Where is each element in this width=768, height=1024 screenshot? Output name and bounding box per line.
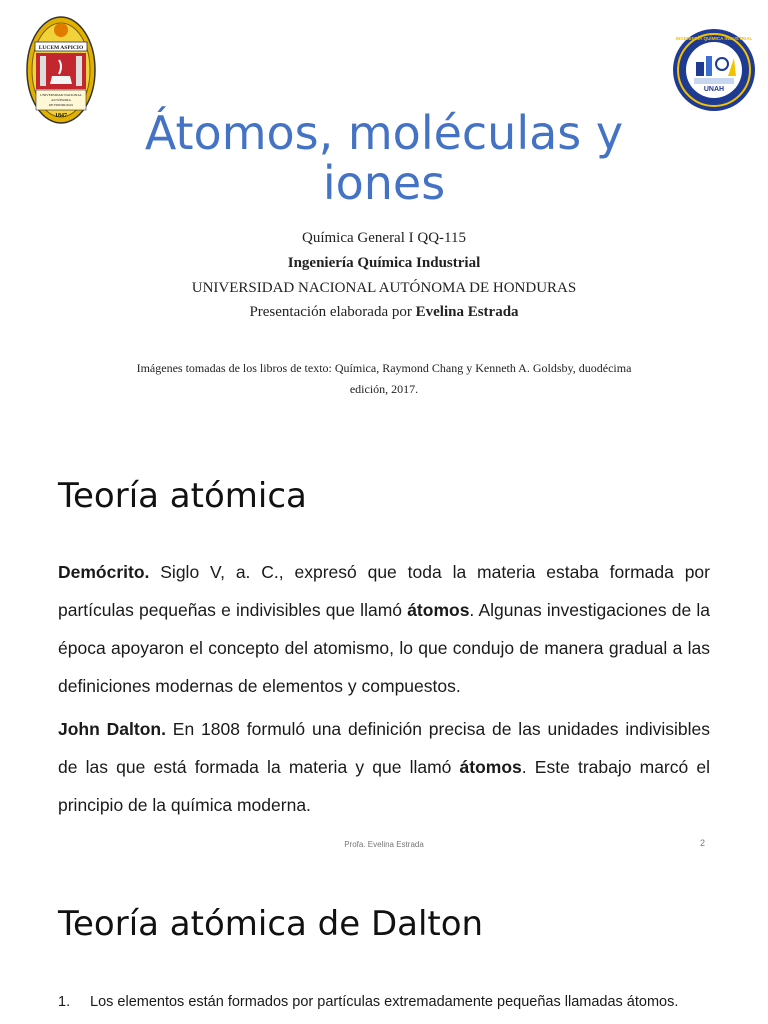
author-line bbox=[0, 304, 768, 321]
title-line-2: iones bbox=[322, 156, 446, 210]
dalton-text-1: En 1808 formuló una definición precisa de las unidades indivisibles de las que está formada la materia y que llamó bbox=[58, 719, 710, 777]
author-name: Evelina Estrada bbox=[415, 304, 519, 320]
title-line-1: Átomos, moléculas y bbox=[144, 106, 624, 160]
paragraph-democritus bbox=[58, 553, 710, 705]
democritus-label: Demócrito. bbox=[58, 562, 150, 582]
svg-text:INGENIERÍA QUÍMICA INDUSTRIAL: INGENIERÍA QUÍMICA INDUSTRIAL bbox=[675, 36, 753, 41]
list-text: Los elementos están formados por partículas extremadamente pequeñas llamadas átomos. bbox=[90, 994, 679, 1010]
program-name: Ingeniería Química Industrial bbox=[287, 255, 481, 271]
svg-text:1847: 1847 bbox=[55, 113, 67, 119]
author-prefix: Presentación elaborada por bbox=[249, 304, 412, 320]
dalton-theory-slide bbox=[0, 880, 768, 1024]
dalton-label: John Dalton. bbox=[58, 719, 166, 739]
svg-text:AUTÓNOMA: AUTÓNOMA bbox=[51, 98, 71, 102]
credits-line-1: Imágenes tomadas de los libros de texto: Química, Raymond Chang y Kenneth A. Goldsby, duodécima bbox=[136, 361, 632, 375]
credits-line-2: edición, 2017. bbox=[349, 382, 419, 396]
atomos-term-1: átomos bbox=[407, 600, 470, 620]
atomos-term-2: átomos bbox=[459, 757, 522, 777]
democritus-text-2: . Algunas investigaciones de la época apoyaron el concepto del atomismo, lo que condujo de manera gradual a las definiciones modernas de elementos y compuestos. bbox=[58, 600, 711, 696]
title-slide bbox=[0, 0, 768, 430]
atomic-theory-slide bbox=[0, 440, 768, 860]
ingenieria-quimica-logo bbox=[672, 28, 756, 112]
page-number: 2 bbox=[700, 838, 706, 848]
svg-text:UNIVERSIDAD NACIONAL: UNIVERSIDAD NACIONAL bbox=[40, 93, 82, 97]
slide-heading: Teoría atómica de Dalton bbox=[58, 904, 484, 944]
paragraph-dalton bbox=[58, 710, 710, 824]
slide-heading: Teoría atómica bbox=[58, 476, 307, 516]
presentation-title bbox=[0, 108, 768, 208]
svg-text:DE HONDURAS: DE HONDURAS bbox=[48, 103, 74, 107]
slide-footer: Profa. Evelina Estrada bbox=[344, 840, 424, 849]
course-code: Química General I QQ-115 bbox=[302, 230, 466, 246]
svg-text:LUCEM ASPICIO: LUCEM ASPICIO bbox=[38, 45, 84, 51]
democritus-text-1: Siglo V, a. C., expresó que toda la materia estaba formada por partículas pequeñas e indivisibles que llamó bbox=[58, 562, 710, 620]
svg-text:UNAH: UNAH bbox=[703, 86, 725, 93]
image-credits bbox=[100, 358, 668, 400]
list-item bbox=[58, 990, 710, 1014]
university-name: UNIVERSIDAD NACIONAL AUTÓNOMA DE HONDURAS bbox=[191, 280, 577, 296]
list-number: 1. bbox=[58, 994, 71, 1010]
dalton-text-2: . Este trabajo marcó el principio de la química moderna. bbox=[58, 757, 711, 815]
